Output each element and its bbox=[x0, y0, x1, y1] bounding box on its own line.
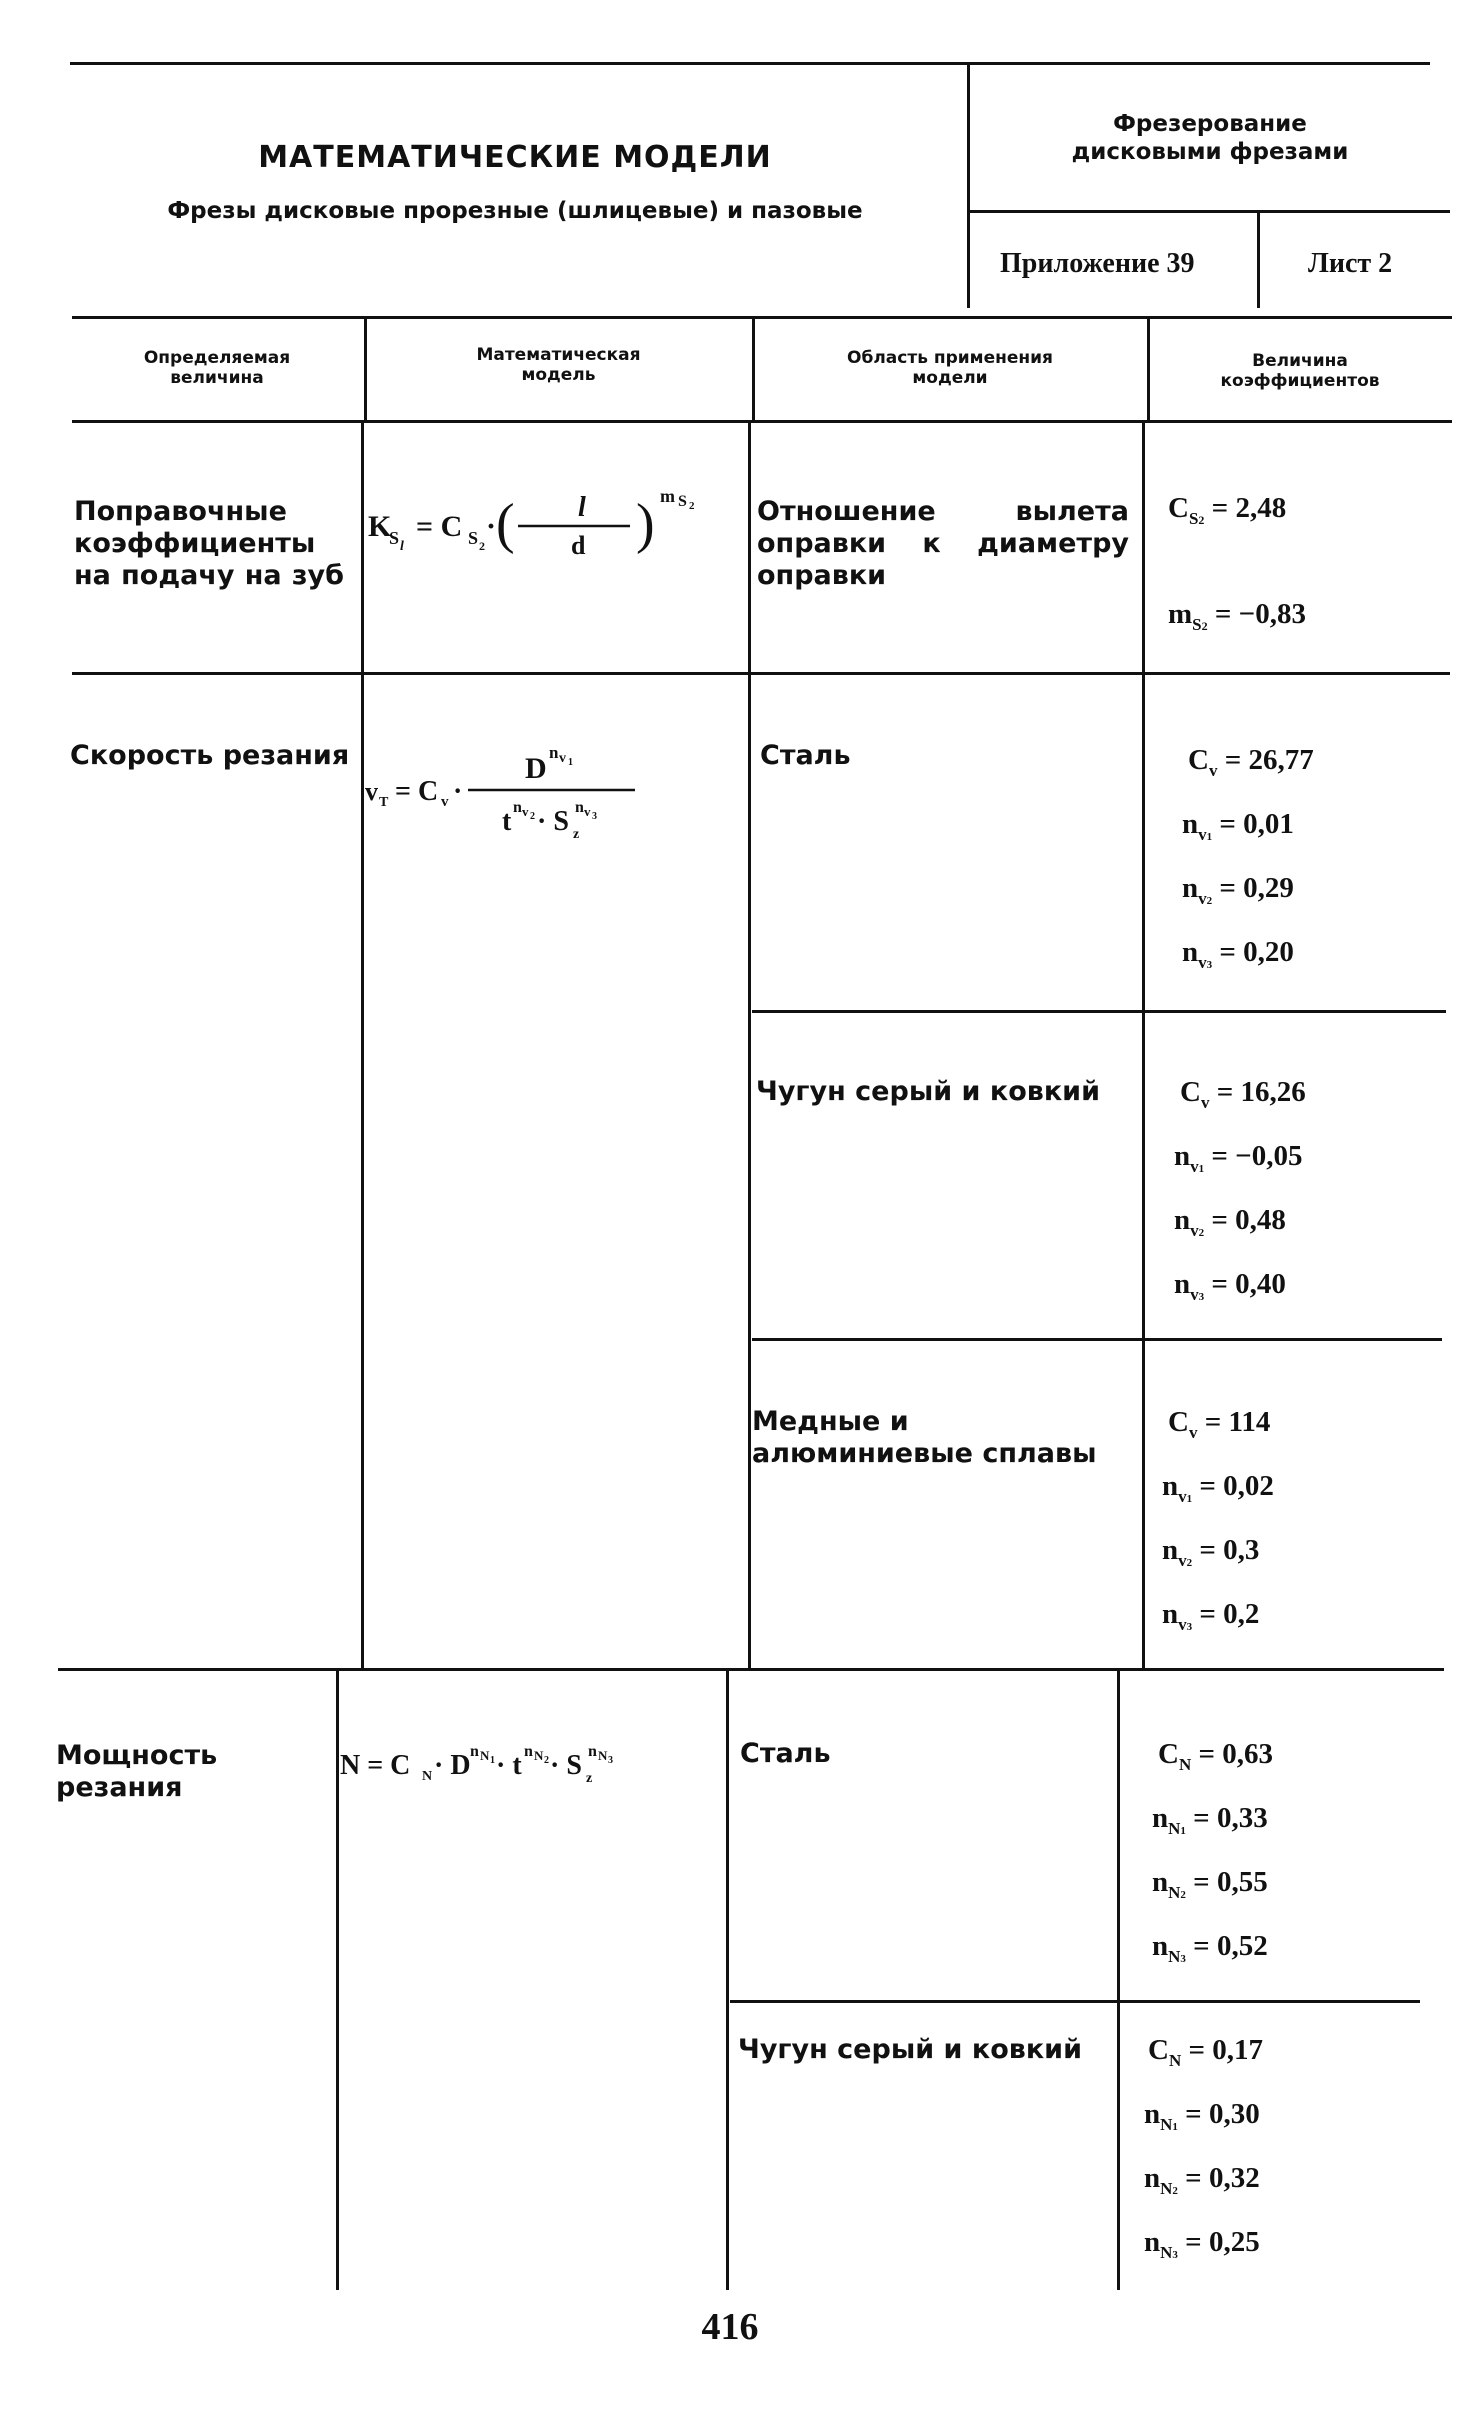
svg-text:S: S bbox=[468, 528, 479, 548]
svg-text:2: 2 bbox=[544, 1755, 549, 1766]
svg-text:n: n bbox=[549, 743, 559, 762]
svg-text:2: 2 bbox=[479, 539, 485, 553]
svg-text:· S: · S bbox=[550, 1750, 582, 1781]
row-feed-quantity: Поправочные коэффициенты на подачу на зуб bbox=[74, 496, 344, 591]
power-iron-nn3: $n_{N3} = 0,25$ bbox=[1144, 2226, 1260, 2262]
svg-text:= C: = C bbox=[416, 510, 463, 543]
svg-text:z: z bbox=[586, 1771, 593, 1786]
svg-text:= C: = C bbox=[395, 776, 439, 807]
speed-iron-nv2: $n_{v2} = 0,48$ bbox=[1174, 1204, 1286, 1240]
svg-text:N: N bbox=[534, 1748, 544, 1763]
svg-text:v: v bbox=[522, 804, 529, 819]
power-steel-nn2: $n_{N2} = 0,55$ bbox=[1152, 1866, 1268, 1902]
col-rule-2-low bbox=[726, 1670, 729, 2290]
column-header-bottom-rule bbox=[72, 420, 1452, 423]
svg-text:· t: · t bbox=[496, 1750, 522, 1781]
row-feed-coef-c: $C_{S2} = 2,48$ bbox=[1168, 492, 1287, 528]
speed-nonferrous-nv3: $n_{v3} = 0,2$ bbox=[1162, 1598, 1260, 1634]
power-iron-nn1: $n_{N1} = 0,30$ bbox=[1144, 2098, 1260, 2134]
svg-text:S: S bbox=[389, 528, 400, 548]
power-steel-cn: $C_N = 0,63$ bbox=[1158, 1738, 1274, 1774]
power-steel-nn3: $n_{N3} = 0,52$ bbox=[1152, 1930, 1268, 1966]
svg-text:N: N bbox=[480, 1748, 490, 1763]
speed-iron-nv3: $n_{v3} = 0,40$ bbox=[1174, 1268, 1286, 1304]
speed-iron-nv1: $n_{v1} = -0,05$ bbox=[1174, 1140, 1303, 1176]
page-number: 416 bbox=[701, 2306, 759, 2348]
svg-text:): ) bbox=[636, 493, 655, 555]
svg-text:t: t bbox=[502, 806, 512, 837]
svg-text:T: T bbox=[379, 795, 389, 810]
row-feed-area: Отношение вылета оправки к диаметру оправки bbox=[757, 496, 1129, 591]
speed-steel-bottom-rule bbox=[752, 1010, 1446, 1013]
svg-text:K: K bbox=[368, 510, 392, 543]
svg-text:· D: · D bbox=[434, 1750, 471, 1781]
svg-text:v: v bbox=[584, 804, 591, 819]
col-rule-2-header bbox=[752, 318, 755, 420]
svg-text:v: v bbox=[441, 794, 449, 810]
formula-v-svg bbox=[365, 740, 655, 850]
svg-text:z: z bbox=[573, 827, 580, 842]
svg-text:n: n bbox=[513, 799, 522, 816]
operation-title: Фрезерование дисковыми фрезами bbox=[1071, 111, 1349, 165]
svg-text:D: D bbox=[525, 752, 547, 785]
svg-text:n: n bbox=[524, 1743, 533, 1760]
page-title: МАТЕМАТИЧЕСКИЕ МОДЕЛИ bbox=[258, 140, 772, 175]
top-rule bbox=[70, 62, 1430, 65]
col-rule-2 bbox=[748, 422, 751, 1670]
power-iron-cn: $C_N = 0,17$ bbox=[1148, 2034, 1264, 2070]
svg-text:v: v bbox=[365, 777, 378, 806]
speed-steel-cv: $C_v = 26,77$ bbox=[1188, 744, 1314, 780]
speed-steel-nv3: $n_{v3} = 0,20$ bbox=[1182, 936, 1294, 972]
svg-text:·: · bbox=[486, 510, 497, 543]
speed-material-steel: Сталь bbox=[760, 740, 851, 771]
svg-text:n: n bbox=[575, 799, 584, 816]
svg-text:n: n bbox=[470, 1743, 479, 1760]
row-power-quantity: Мощность резания bbox=[56, 1740, 218, 1803]
speed-material-cast-iron: Чугун серый и ковкий bbox=[756, 1076, 1100, 1107]
power-steel-nn1: $n_{N1} = 0,33$ bbox=[1152, 1802, 1268, 1838]
column-header-quantity: Определяемая величина bbox=[143, 348, 291, 388]
speed-steel-nv1: $n_{v1} = 0,01$ bbox=[1182, 808, 1294, 844]
speed-iron-bottom-rule bbox=[752, 1338, 1442, 1341]
svg-text:1: 1 bbox=[568, 757, 573, 768]
svg-text:(: ( bbox=[496, 493, 515, 555]
col-rule-1 bbox=[361, 422, 364, 1670]
sheet-label: Лист 2 bbox=[1308, 248, 1393, 279]
svg-text:N = C: N = C bbox=[340, 1750, 411, 1781]
svg-text:3: 3 bbox=[592, 811, 597, 822]
row-speed-formula bbox=[365, 740, 655, 858]
svg-text:N: N bbox=[598, 1748, 608, 1763]
speed-nonferrous-cv: $C_v = 114$ bbox=[1168, 1406, 1271, 1442]
speed-material-nonferrous: Медные и алюминиевые сплавы bbox=[752, 1406, 1097, 1469]
col-rule-3-header bbox=[1147, 318, 1150, 420]
power-iron-nn2: $n_{N2} = 0,32$ bbox=[1144, 2162, 1260, 2198]
svg-text:2: 2 bbox=[530, 811, 535, 822]
row-speed-quantity: Скорость резания bbox=[70, 740, 350, 771]
column-header-coef: Величина коэффициентов bbox=[1220, 351, 1380, 391]
speed-iron-cv: $C_v = 16,26$ bbox=[1180, 1076, 1306, 1112]
svg-text:S: S bbox=[678, 493, 687, 510]
svg-text:d: d bbox=[571, 531, 586, 560]
header-sheet-divider bbox=[1257, 212, 1260, 308]
speed-nonferrous-nv1: $n_{v1} = 0,02$ bbox=[1162, 1470, 1274, 1506]
svg-text:1: 1 bbox=[490, 1755, 495, 1766]
row-power-formula bbox=[340, 1736, 720, 1804]
svg-text:· S: · S bbox=[537, 806, 569, 837]
power-material-cast-iron: Чугун серый и ковкий bbox=[738, 2034, 1082, 2065]
column-header-area: Область применения модели bbox=[847, 348, 1053, 388]
column-header-model: Математическая модель bbox=[476, 345, 641, 385]
svg-text:2: 2 bbox=[689, 500, 695, 512]
speed-nonferrous-nv2: $n_{v2} = 0,3$ bbox=[1162, 1534, 1260, 1570]
page-subtitle: Фрезы дисковые прорезные (шлицевые) и пазовые bbox=[167, 198, 863, 224]
power-material-steel: Сталь bbox=[740, 1738, 831, 1769]
svg-text:N: N bbox=[422, 1769, 433, 1784]
svg-text:l: l bbox=[578, 492, 586, 523]
header-right-rule bbox=[970, 210, 1450, 213]
svg-text:l: l bbox=[400, 539, 404, 554]
speed-steel-nv2: $n_{v2} = 0,29$ bbox=[1182, 872, 1294, 908]
col-rule-1-header bbox=[364, 318, 367, 420]
svg-text:·: · bbox=[453, 776, 463, 807]
formula-ks-svg bbox=[368, 478, 746, 568]
row-feed-bottom-rule bbox=[72, 672, 1450, 675]
svg-text:m: m bbox=[660, 486, 675, 506]
col-rule-1-low bbox=[336, 1670, 339, 2290]
col-rule-3-low bbox=[1117, 1670, 1120, 2290]
appendix-label: Приложение 39 bbox=[1000, 248, 1195, 279]
header-divider bbox=[967, 64, 970, 308]
svg-text:v: v bbox=[559, 751, 566, 766]
row-speed-bottom-rule bbox=[58, 1668, 1444, 1671]
row-feed-coef-m: $m_{S2} = -0,83$ bbox=[1168, 598, 1306, 634]
column-header-top-rule bbox=[72, 316, 1452, 319]
svg-text:3: 3 bbox=[608, 1755, 613, 1766]
row-feed-formula bbox=[368, 478, 746, 576]
col-rule-3 bbox=[1142, 422, 1145, 1670]
svg-text:n: n bbox=[588, 1743, 597, 1760]
formula-n-svg bbox=[340, 1736, 720, 1796]
power-steel-bottom-rule bbox=[730, 2000, 1420, 2003]
